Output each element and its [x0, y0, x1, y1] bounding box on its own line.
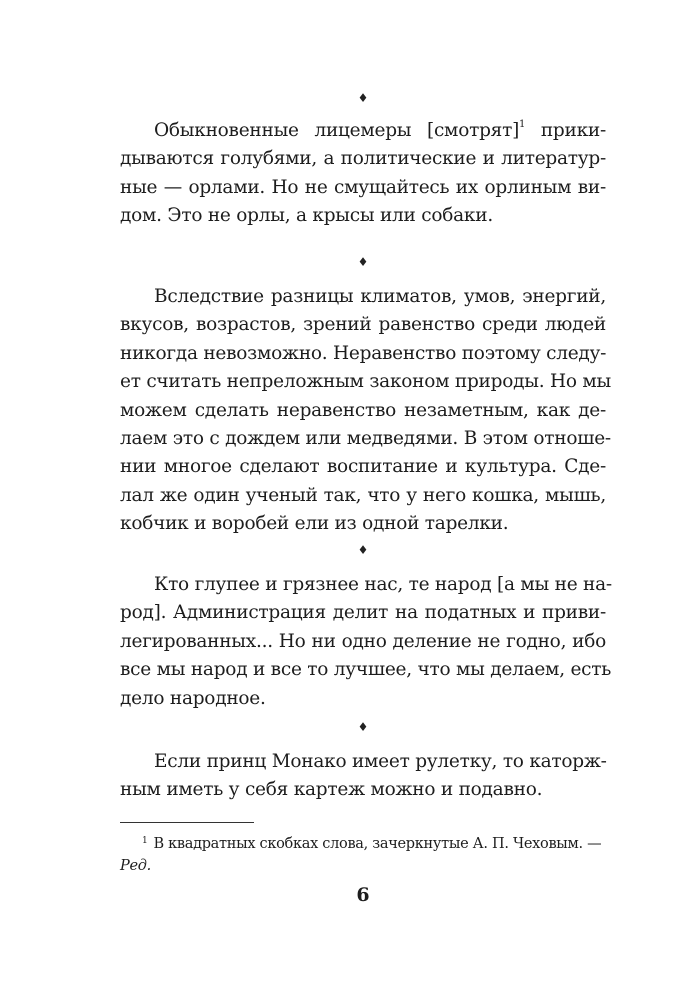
paragraph-line: дело народное.: [120, 687, 266, 709]
paragraph-line: дом. Это не орлы, а крысы или собаки.: [120, 205, 493, 227]
paragraph-line: ным иметь у себя картеж можно и подавно.: [120, 779, 543, 801]
paragraph-1: [120, 117, 606, 231]
paragraph-line: род]. Администрация делит на податных и приви-: [120, 602, 606, 624]
paragraph-line: можем сделать неравенство незаметным, как де-: [120, 399, 606, 421]
paragraph-line: кобчик и воробей ели из одной тарелки.: [120, 513, 509, 535]
paragraph-line: ные — орлами. Но не смущайтесь их орлиным ви-: [120, 176, 606, 198]
paragraph-line: Вследствие разницы климатов, умов, энергий,: [154, 286, 606, 307]
paragraph-line: Если принц Монако имеет рулетку, то каторж-: [154, 751, 607, 772]
section-separator: ♦: [357, 543, 369, 557]
footnote-editor-label: Ред.: [120, 858, 151, 874]
footnote-line: [120, 830, 606, 855]
paragraph-line: никогда невозможно. Неравенство поэтому следу-: [120, 342, 607, 364]
paragraph-3: [120, 571, 612, 713]
paragraph-line: [120, 117, 606, 145]
paragraph-line: Кто глупее и грязнее нас, те народ [а мы не на-: [154, 574, 612, 595]
page-number: 6: [356, 884, 370, 906]
section-separator: ♦: [357, 720, 369, 734]
paragraph-line: лаем это с дождем или медведями. В этом отноше-: [120, 428, 611, 450]
paragraph-line: легированных... Но ни одно деление не годно, ибо: [120, 630, 606, 652]
footnote-mark: 1: [142, 836, 148, 846]
footnote-reference: 1: [519, 119, 526, 130]
paragraph-line: нии многое сделают воспитание и культура. Сде-: [120, 456, 606, 478]
paragraph-line: все мы народ и все то лучшее, что мы делаем, есть: [120, 659, 612, 681]
section-separator: ♦: [357, 255, 369, 269]
paragraph-line: дываются голубями, а политические и литератур-: [120, 148, 606, 170]
line-text: прики-: [525, 120, 606, 141]
footnote-divider: [120, 822, 254, 823]
paragraph-2: [120, 283, 612, 539]
section-separator: ♦: [357, 91, 369, 105]
paragraph-line: вкусов, возрастов, зрений равенство среди людей: [120, 314, 606, 336]
paragraph-4: [120, 748, 606, 805]
footnote: [120, 830, 606, 877]
book-page: [120, 0, 612, 1000]
paragraph-line: ет считать непреложным законом природы. Но мы: [120, 371, 612, 393]
paragraph-line: лал же один ученый так, что у него кошка, мышь,: [120, 484, 606, 506]
line-text: Обыкновенные лицемеры [смотрят]: [154, 120, 520, 141]
footnote-text: В квадратных скобках слова, зачеркнутые А. П. Чеховым. —: [153, 836, 602, 852]
